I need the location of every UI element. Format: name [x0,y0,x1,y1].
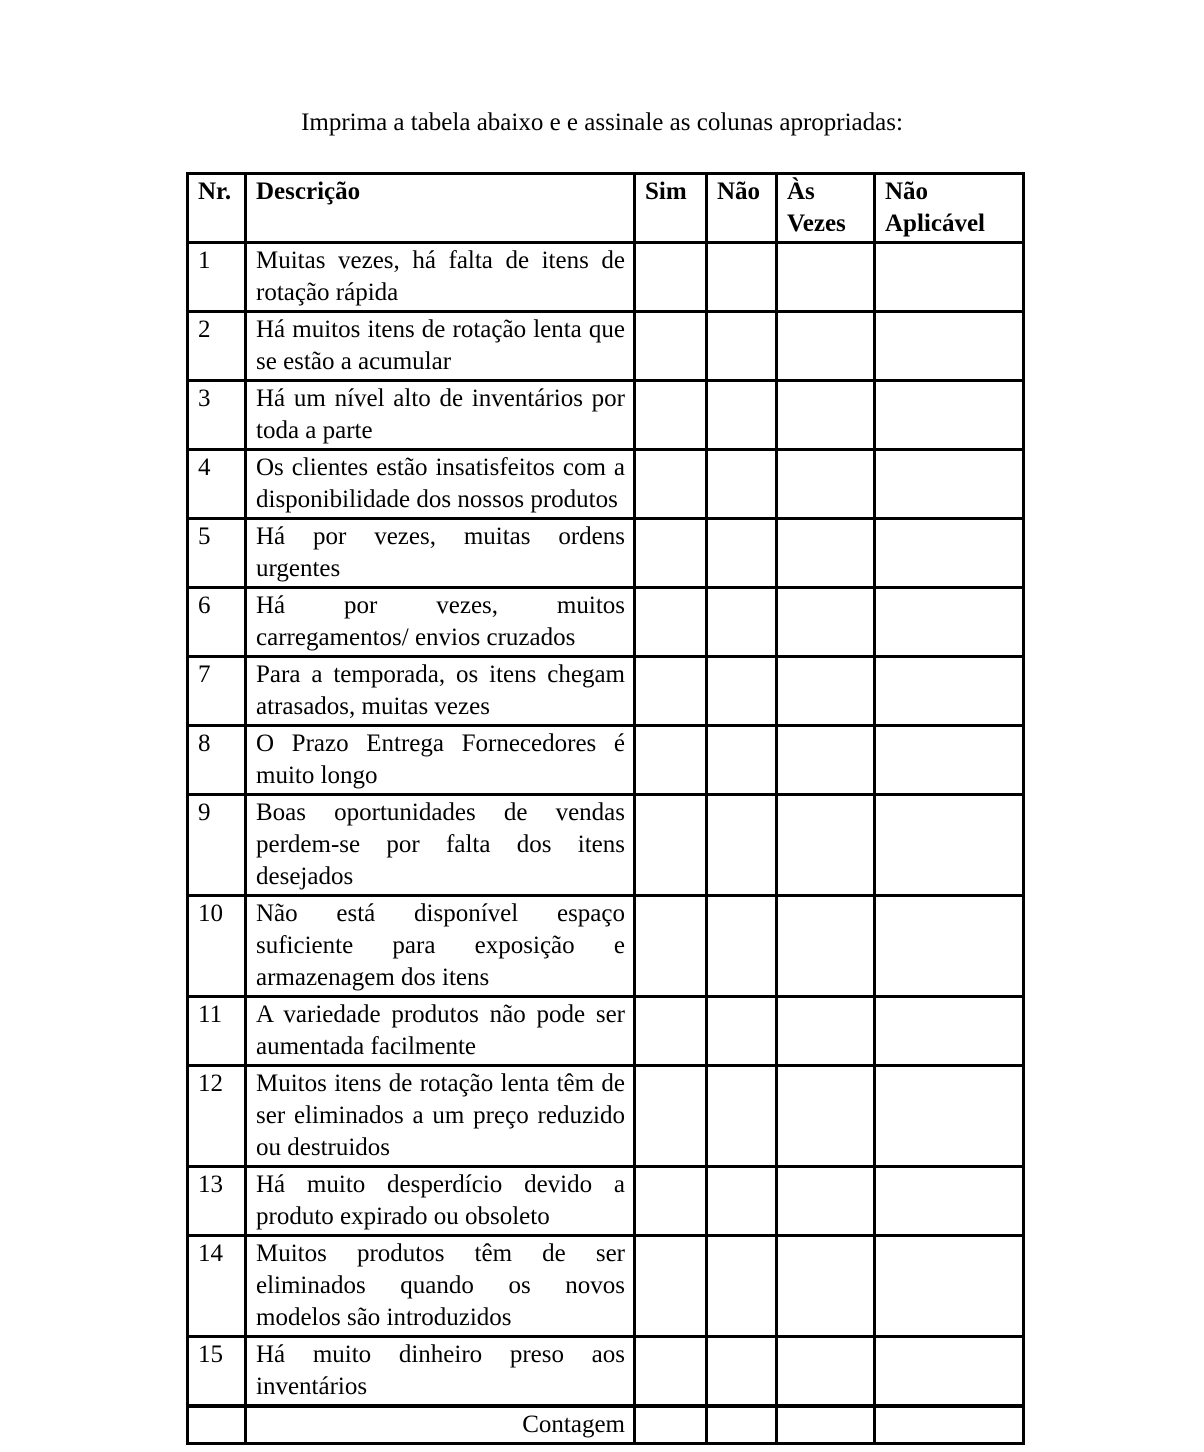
row-number: 4 [188,450,246,519]
cell-as-vezes [777,1337,875,1407]
cell-sim [635,795,707,896]
questionnaire-table [186,172,1025,1445]
cell-sim [635,657,707,726]
header-nao-aplicavel: Não Aplicável [875,174,1024,243]
row-number: 14 [188,1236,246,1337]
cell-nao [707,1066,777,1167]
cell-as-vezes [777,657,875,726]
table-row [188,312,1024,381]
cell-nao [707,997,777,1066]
header-sim: Sim [635,174,707,243]
cell-as-vezes [777,896,875,997]
cell-sim [635,588,707,657]
cell-sim [635,726,707,795]
cell-nao [707,896,777,997]
cell-nao [707,381,777,450]
cell-nao-aplicavel [875,381,1024,450]
footer-empty-nr [188,1406,246,1444]
cell-sim [635,896,707,997]
cell-nao [707,519,777,588]
cell-nao [707,312,777,381]
contagem-label: Contagem [246,1406,635,1444]
row-number: 6 [188,588,246,657]
cell-nao [707,1236,777,1337]
cell-sim [635,1236,707,1337]
row-number: 9 [188,795,246,896]
cell-as-vezes [777,1167,875,1236]
row-description: Muitos itens de rotação lenta têm de ser eliminados a um preço reduzido ou destruidos [246,1066,635,1167]
row-description: Há por vezes, muitas ordens urgentes [246,519,635,588]
cell-as-vezes [777,588,875,657]
row-description: Muitas vezes, há falta de itens de rotação rápida [246,243,635,312]
cell-nao-aplicavel [875,1406,1024,1444]
row-number: 3 [188,381,246,450]
row-description: Há muito desperdício devido a produto expirado ou obsoleto [246,1167,635,1236]
row-description: A variedade produtos não pode ser aumentada facilmente [246,997,635,1066]
row-number: 15 [188,1337,246,1407]
cell-sim [635,997,707,1066]
cell-nao-aplicavel [875,657,1024,726]
cell-nao-aplicavel [875,1337,1024,1407]
cell-as-vezes [777,1066,875,1167]
row-description: Há um nível alto de inventários por toda a parte [246,381,635,450]
cell-sim [635,312,707,381]
cell-sim [635,1337,707,1407]
row-number: 8 [188,726,246,795]
cell-sim [635,450,707,519]
row-number: 13 [188,1167,246,1236]
row-number: 11 [188,997,246,1066]
cell-nao-aplicavel [875,795,1024,896]
cell-as-vezes [777,1236,875,1337]
row-description: Há muito dinheiro preso aos inventários [246,1337,635,1407]
table-row [188,657,1024,726]
cell-as-vezes [777,795,875,896]
table-row [188,726,1024,795]
table-row [188,588,1024,657]
cell-sim [635,243,707,312]
cell-sim [635,519,707,588]
cell-as-vezes [777,243,875,312]
table-row [188,997,1024,1066]
table-row [188,243,1024,312]
table-row [188,1236,1024,1337]
row-description: Há muitos itens de rotação lenta que se estão a acumular [246,312,635,381]
row-number: 10 [188,896,246,997]
table-row [188,1167,1024,1236]
row-number: 7 [188,657,246,726]
table-header-row [188,174,1024,243]
cell-as-vezes [777,312,875,381]
row-description: Muitos produtos têm de ser eliminados quando os novos modelos são introduzidos [246,1236,635,1337]
header-nr: Nr. [188,174,246,243]
header-nao: Não [707,174,777,243]
cell-sim [635,381,707,450]
cell-nao-aplicavel [875,1167,1024,1236]
cell-nao-aplicavel [875,726,1024,795]
cell-nao-aplicavel [875,450,1024,519]
table-row [188,795,1024,896]
table-row [188,896,1024,997]
cell-nao-aplicavel [875,1236,1024,1337]
cell-sim [635,1066,707,1167]
cell-as-vezes [777,997,875,1066]
row-number: 1 [188,243,246,312]
cell-sim [635,1406,707,1444]
cell-nao-aplicavel [875,243,1024,312]
cell-nao-aplicavel [875,519,1024,588]
cell-nao [707,1167,777,1236]
cell-nao-aplicavel [875,997,1024,1066]
table-row [188,381,1024,450]
row-description: Não está disponível espaço suficiente para exposição e armazenagem dos itens [246,896,635,997]
table-row [188,1066,1024,1167]
cell-nao [707,450,777,519]
cell-nao [707,1337,777,1407]
row-description: Para a temporada, os itens chegam atrasados, muitas vezes [246,657,635,726]
cell-nao [707,1406,777,1444]
cell-nao [707,243,777,312]
cell-sim [635,1167,707,1236]
row-number: 5 [188,519,246,588]
cell-as-vezes [777,381,875,450]
cell-nao [707,726,777,795]
cell-as-vezes [777,450,875,519]
row-number: 2 [188,312,246,381]
row-description: Há por vezes, muitos carregamentos/ envios cruzados [246,588,635,657]
table-row [188,519,1024,588]
page-title: Imprima a tabela abaixo e e assinale as colunas apropriadas: [301,109,903,136]
cell-nao-aplicavel [875,588,1024,657]
table-footer-row [188,1406,1024,1444]
cell-nao [707,795,777,896]
table-row [188,1337,1024,1407]
table-row [188,450,1024,519]
cell-nao [707,657,777,726]
header-as-vezes: Às Vezes [777,174,875,243]
header-descricao: Descrição [246,174,635,243]
row-number: 12 [188,1066,246,1167]
row-description: Boas oportunidades de vendas perdem-se por falta dos itens desejados [246,795,635,896]
cell-as-vezes [777,1406,875,1444]
cell-as-vezes [777,726,875,795]
row-description: Os clientes estão insatisfeitos com a disponibilidade dos nossos produtos [246,450,635,519]
cell-nao-aplicavel [875,1066,1024,1167]
cell-nao [707,588,777,657]
cell-nao-aplicavel [875,896,1024,997]
row-description: O Prazo Entrega Fornecedores é muito longo [246,726,635,795]
cell-nao-aplicavel [875,312,1024,381]
cell-as-vezes [777,519,875,588]
